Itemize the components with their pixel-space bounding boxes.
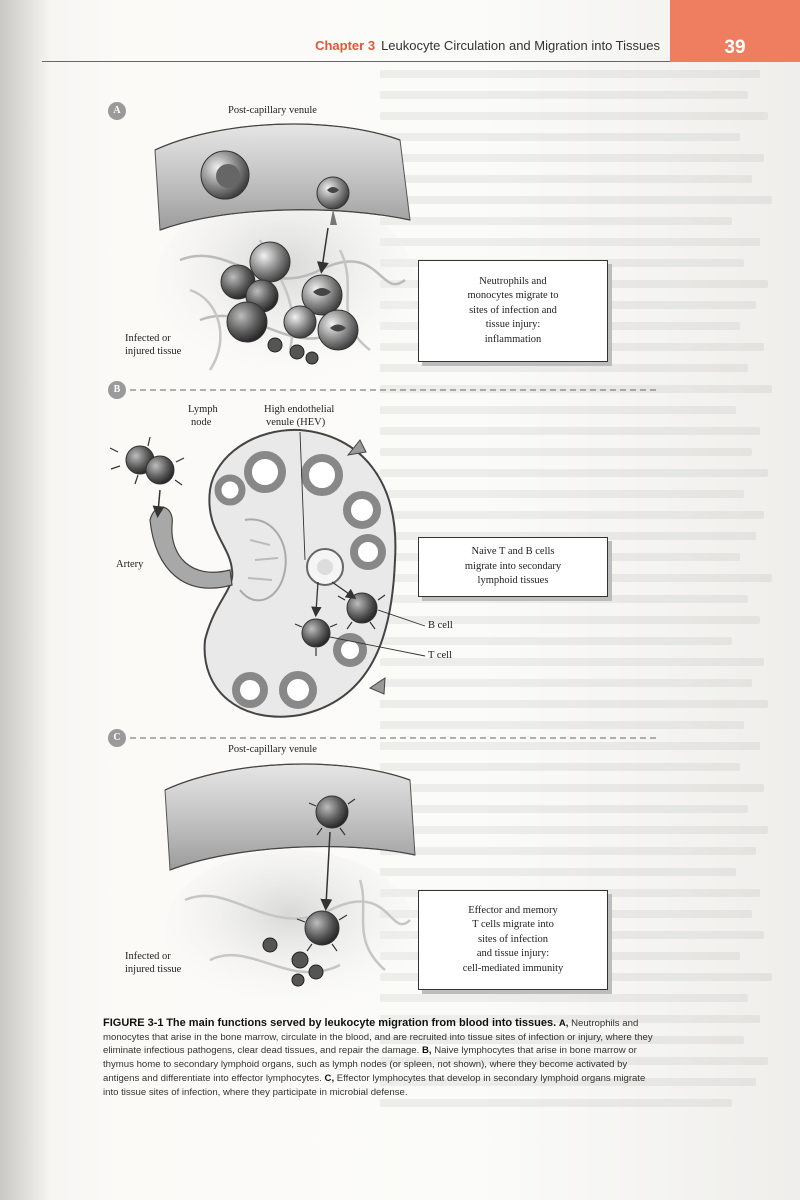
panel-b-box-line: migrate into secondary — [464, 560, 562, 572]
panel-a-box-line: inflammation — [484, 333, 542, 345]
panel-b-box-line: Naive T and B cells — [471, 546, 555, 558]
panel-a-box-line: sites of infection and — [469, 304, 557, 316]
panel-c-badge: C — [108, 729, 126, 747]
panel-b-badge: B — [108, 381, 126, 399]
panel-a-tissue-label-2: injured tissue — [125, 346, 182, 357]
figure-caption — [103, 1017, 658, 1099]
caption-b-label: B, — [421, 1045, 432, 1057]
caption-a-label: A, — [558, 1018, 569, 1029]
b-cell-label: B cell — [428, 620, 453, 631]
figure-label: FIGURE 3-1 — [103, 1017, 164, 1029]
lymph-node-label-2: node — [191, 417, 212, 428]
chapter-label: Chapter 3 — [315, 38, 376, 53]
panel-a-badge: A — [108, 102, 126, 120]
panel-b-illustration — [110, 430, 425, 717]
hev-label-2: venule (HEV) — [266, 417, 326, 428]
panel-a-tissue-label-1: Infected or — [125, 333, 171, 344]
panel-a-vessel-label: Post-capillary venule — [228, 105, 317, 116]
panel-c-box-line: cell-mediated immunity — [462, 962, 564, 974]
panel-c-tissue-label-2: injured tissue — [125, 964, 182, 975]
panel-b-box-line: lymphoid tissues — [477, 575, 549, 587]
page-number: 39 — [670, 0, 800, 62]
panel-c-vessel-label: Post-capillary venule — [228, 744, 317, 755]
panel-c-box-line: T cells migrate into — [472, 919, 554, 931]
panel-c-box-line: Effector and memory — [468, 904, 558, 916]
panel-a-box-line: Neutrophils and — [479, 275, 547, 287]
caption-b-text: Naive lymphocytes that arise in bone marrow or thymus home to secondary lymphoid organs, such as lymph nodes (or spleen, not shown), where they become activated by antigens and differentiate into effector lymphocytes. — [103, 1045, 637, 1084]
panel-c-box-line: sites of infection — [478, 933, 548, 945]
caption-a-text: Neutrophils and monocytes that arise in the bone marrow, circulate in the blood, and are recruited into tissue sites of infection or injury, where they eliminate infectious pathogens, clear dead tissues, and repair the damage. — [103, 1018, 653, 1057]
b-cell-icon — [347, 593, 377, 623]
panel-a-illustration — [155, 124, 415, 380]
hev-label-1: High endothelial — [264, 404, 335, 415]
panel-a-info-box — [418, 260, 608, 362]
caption-c-text: Effector lymphocytes that develop in secondary lymphoid organs migrate into tissue sites of infection, where they participate in microbial defense. — [103, 1072, 646, 1098]
lymph-node-label-1: Lymph — [188, 404, 218, 415]
panel-a-box-line: monocytes migrate to — [467, 290, 559, 302]
panel-c-info-box — [418, 890, 608, 990]
artery-label: Artery — [116, 559, 144, 570]
figure-title: The main functions served by leukocyte migration from blood into tissues. — [166, 1017, 557, 1029]
panel-c-tissue-label-1: Infected or — [125, 951, 171, 962]
t-cell-label: T cell — [428, 650, 453, 661]
chapter-title: Leukocyte Circulation and Migration into Tissues — [381, 38, 660, 53]
panel-b-info-box — [418, 537, 608, 597]
caption-c-label: C, — [324, 1072, 335, 1084]
panel-a-box-line: tissue injury: — [485, 319, 541, 331]
panel-c-illustration — [165, 764, 415, 1010]
panel-c-box-line: and tissue injury: — [476, 948, 550, 960]
